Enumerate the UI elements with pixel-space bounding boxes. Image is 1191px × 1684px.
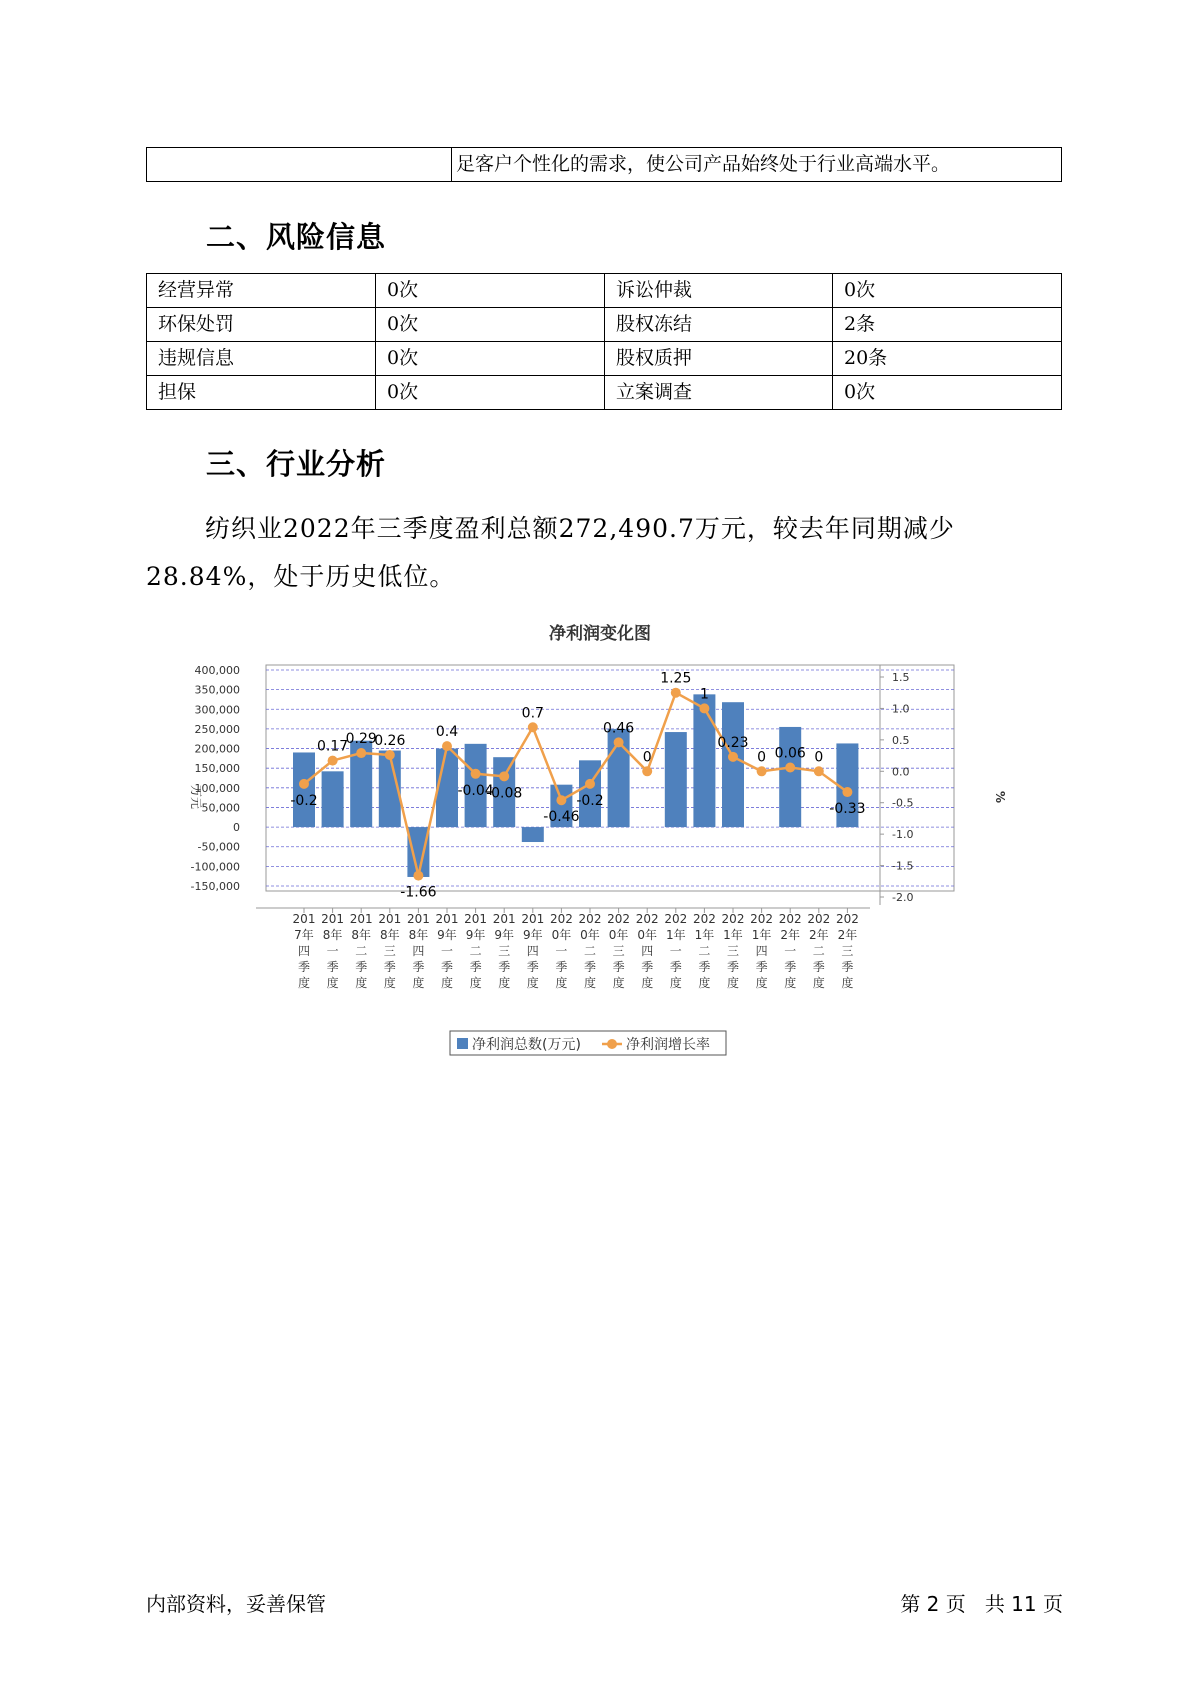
risk-row <box>147 308 1062 342</box>
line-point <box>385 750 395 760</box>
section-heading-risk: 二、风险信息 <box>206 220 387 254</box>
industry-paragraph: 纺织业2022年三季度盈利总额272,490.7万元，较去年同期减少28.84%，处于历史低位。 <box>146 514 955 591</box>
risk-label: 经营异常 <box>147 274 376 308</box>
footer-left: 内部资料，妥善保管 <box>146 1592 326 1616</box>
bar <box>293 752 315 827</box>
legend-bar-label: 净利润总数(万元) <box>472 1037 581 1053</box>
risk-table <box>146 273 1062 410</box>
risk-label: 股权质押 <box>605 342 833 376</box>
y-tick-label: -50,000 <box>197 840 240 854</box>
bar <box>779 727 801 827</box>
y-tick-label: 200,000 <box>194 742 240 756</box>
risk-value: 2条 <box>833 308 1062 342</box>
data-label: 0.17 <box>317 738 349 755</box>
line-point <box>699 703 709 713</box>
data-label: -0.04 <box>457 782 494 799</box>
chart-title: 净利润变化图 <box>549 624 651 644</box>
x-tick-label: 201 9年四季度 <box>521 912 545 990</box>
line-point <box>471 769 481 779</box>
y-tick-label: -100,000 <box>190 860 240 874</box>
data-label: 0.29 <box>345 731 377 748</box>
y2-tick-label: -1.5 <box>892 859 914 873</box>
data-label: -0.2 <box>290 792 318 809</box>
data-label: 0 <box>814 749 824 766</box>
line-point <box>528 722 538 732</box>
line-point <box>671 688 681 698</box>
y2-tick-label: -1.0 <box>892 828 914 842</box>
x-tick-label: 202 0年二季度 <box>578 912 602 990</box>
x-tick-label: 202 1年一季度 <box>664 912 688 990</box>
line-point <box>814 766 824 776</box>
data-label: 0 <box>757 749 767 766</box>
y2-axis-title: % <box>993 790 1007 804</box>
y-tick-label: 400,000 <box>194 664 240 677</box>
data-label: 0.7 <box>521 705 544 722</box>
line-point <box>413 871 423 881</box>
legend-bar-swatch <box>457 1038 468 1049</box>
bar <box>322 771 344 827</box>
line-point <box>299 779 309 789</box>
x-tick-label: 201 9年一季度 <box>435 912 459 990</box>
x-tick-label: 201 8年四季度 <box>406 912 430 990</box>
risk-label: 违规信息 <box>147 342 376 376</box>
y-tick-label: 300,000 <box>194 703 240 717</box>
legend-line-label: 净利润增长率 <box>626 1037 710 1053</box>
y-tick-label: 250,000 <box>194 722 240 736</box>
y-tick-label: 0 <box>233 821 240 835</box>
x-tick-label: 202 1年三季度 <box>721 912 745 990</box>
risk-value: 20条 <box>833 342 1062 376</box>
y2-tick-label: 0.5 <box>892 733 910 747</box>
risk-value: 0次 <box>376 274 605 308</box>
y-tick-label: 100,000 <box>194 781 240 795</box>
y-tick-label: 150,000 <box>194 762 240 776</box>
x-tick-label: 202 0年一季度 <box>549 912 573 990</box>
data-label: -0.46 <box>543 809 580 826</box>
net-profit-chart <box>170 615 1007 1075</box>
risk-label: 股权冻结 <box>605 308 833 342</box>
top-table-right-cell: 足客户个性化的需求，使公司产品始终处于行业高端水平。 <box>452 148 1062 182</box>
x-tick-label: 201 9年二季度 <box>464 912 488 990</box>
y-axis-left <box>191 664 240 893</box>
x-tick-label: 201 8年三季度 <box>378 912 402 990</box>
risk-value: 0次 <box>833 376 1062 410</box>
risk-row <box>147 376 1062 410</box>
line-point <box>757 766 767 776</box>
line-point <box>442 741 452 751</box>
risk-label: 环保处罚 <box>147 308 376 342</box>
x-tick-label: 202 2年二季度 <box>807 912 831 990</box>
risk-label: 立案调查 <box>605 376 833 410</box>
data-label: 0.46 <box>603 720 635 737</box>
x-tick-label: 201 7年四季度 <box>292 912 316 990</box>
section-heading-industry: 三、行业分析 <box>206 447 387 481</box>
data-label: -0.08 <box>486 785 523 802</box>
y-tick-label: 350,000 <box>194 683 240 697</box>
y2-tick-label: -2.0 <box>892 891 914 904</box>
bar <box>693 694 715 827</box>
bar <box>665 732 687 827</box>
y-tick-label: 50,000 <box>201 801 240 815</box>
x-tick-label: 202 0年四季度 <box>635 912 659 990</box>
top-table <box>146 147 1062 182</box>
risk-label: 担保 <box>147 376 376 410</box>
x-tick-label: 202 2年三季度 <box>835 912 859 990</box>
bar <box>407 827 429 877</box>
data-label: 0.06 <box>774 745 806 762</box>
line-point <box>356 748 366 758</box>
y2-tick-label: 0.0 <box>892 765 910 779</box>
line-point <box>785 763 795 773</box>
y2-tick-label: -0.5 <box>892 796 914 810</box>
risk-label: 诉讼仲裁 <box>605 274 833 308</box>
y-tick-label: -150,000 <box>190 880 240 893</box>
data-label: -0.2 <box>576 792 604 809</box>
top-table-left-cell <box>147 148 452 182</box>
legend-line-marker <box>607 1039 617 1049</box>
line-point <box>585 779 595 789</box>
data-label: -1.66 <box>400 884 437 901</box>
x-tick-label: 202 1年四季度 <box>750 912 774 990</box>
data-label: 0.4 <box>435 724 459 741</box>
y2-tick-label: 1.5 <box>892 671 910 684</box>
data-label: -0.33 <box>829 801 866 818</box>
x-tick-label: 202 1年二季度 <box>692 912 716 990</box>
risk-row <box>147 342 1062 376</box>
x-tick-label: 201 9年三季度 <box>492 912 516 990</box>
line-point <box>556 795 566 805</box>
data-label: 0.23 <box>717 734 749 751</box>
data-label: 0.26 <box>374 732 406 749</box>
x-tick-label: 201 8年二季度 <box>349 912 373 990</box>
risk-value: 0次 <box>376 342 605 376</box>
risk-row <box>147 274 1062 308</box>
x-tick-label: 202 0年三季度 <box>607 912 631 990</box>
line-point <box>642 766 652 776</box>
data-label: 1 <box>699 686 709 703</box>
risk-value: 0次 <box>376 376 605 410</box>
y2-tick-label: 1.0 <box>892 702 910 716</box>
risk-value: 0次 <box>833 274 1062 308</box>
risk-value: 0次 <box>376 308 605 342</box>
line-point <box>328 756 338 766</box>
data-label: 1.25 <box>660 670 692 687</box>
footer-right: 第 2 页 共 11 页 <box>900 1592 1063 1616</box>
line-point <box>728 752 738 762</box>
y-axis-title: 万元 <box>189 784 203 810</box>
x-tick-label: 202 2年一季度 <box>778 912 802 990</box>
line-point <box>614 737 624 747</box>
bar <box>722 702 744 827</box>
line-point <box>842 787 852 797</box>
x-axis <box>256 908 870 990</box>
line-point <box>499 771 509 781</box>
x-tick-label: 201 8年一季度 <box>321 912 345 990</box>
legend <box>450 1031 726 1055</box>
bar <box>522 827 544 842</box>
bar <box>436 749 458 828</box>
data-label: 0 <box>642 749 652 766</box>
